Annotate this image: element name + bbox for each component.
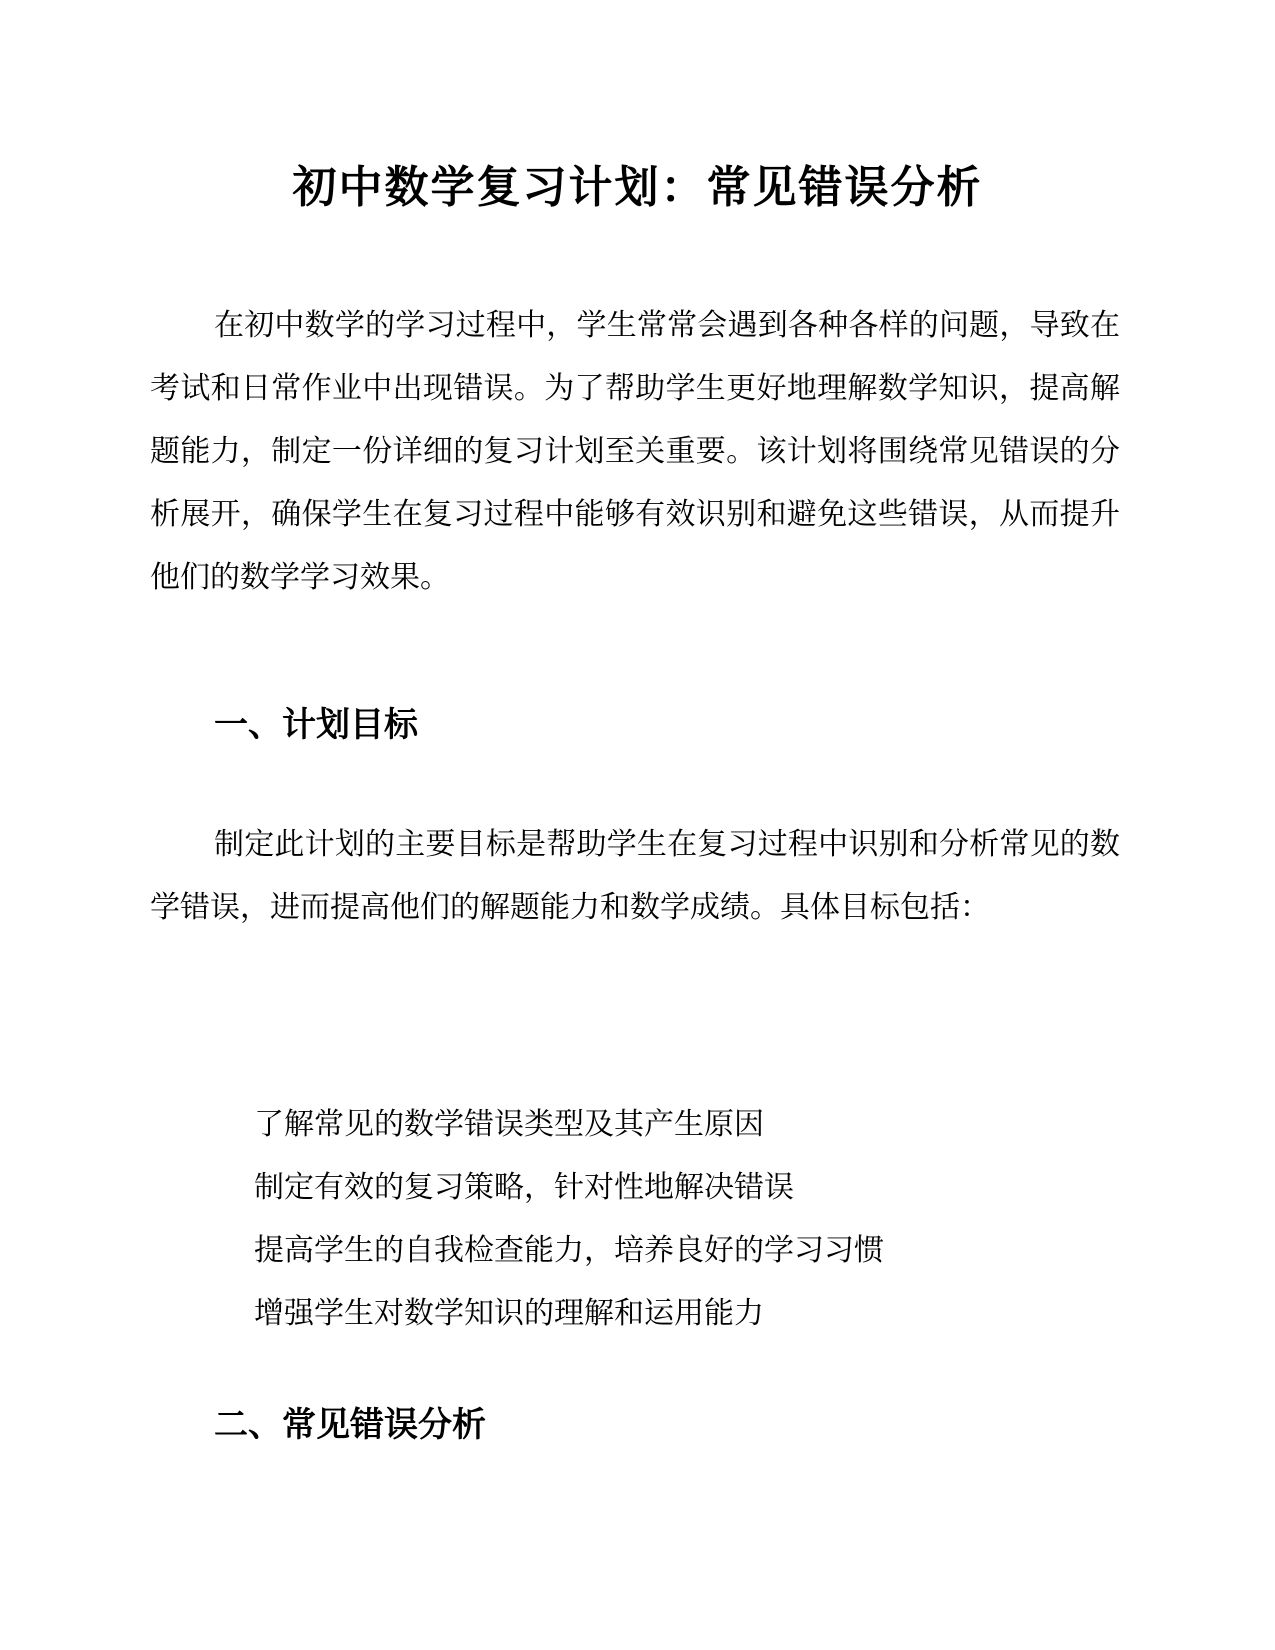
list-item: 提高学生的自我检查能力，培养良好的学习习惯: [254, 1233, 884, 1268]
section-heading-errors: 二、常见错误分析: [214, 1405, 486, 1445]
intro-paragraph: 在初中数学的学习过程中，学生常常会遇到各种各样的问题，导致在考试和日常作业中出现错误。为了帮助学生更好地理解数学知识，提高解题能力，制定一份详细的复习计划至关重要。该计划将围绕常见错误的分析展开，确保学生在复习过程中能够有效识别和避免这些错误，从而提升他们的数学学习效果。: [150, 308, 1120, 595]
goals-list: [254, 1093, 884, 1345]
section-heading-goals: 一、计划目标: [214, 705, 418, 745]
document-title: 初中数学复习计划：常见错误分析: [292, 162, 983, 213]
list-item: 了解常见的数学错误类型及其产生原因: [254, 1107, 764, 1142]
list-item: 增强学生对数学知识的理解和运用能力: [254, 1296, 764, 1331]
goals-paragraph: 制定此计划的主要目标是帮助学生在复习过程中识别和分析常见的数学错误，进而提高他们的解题能力和数学成绩。具体目标包括：: [150, 827, 1120, 925]
list-item: 制定有效的复习策略，针对性地解决错误: [254, 1170, 794, 1205]
